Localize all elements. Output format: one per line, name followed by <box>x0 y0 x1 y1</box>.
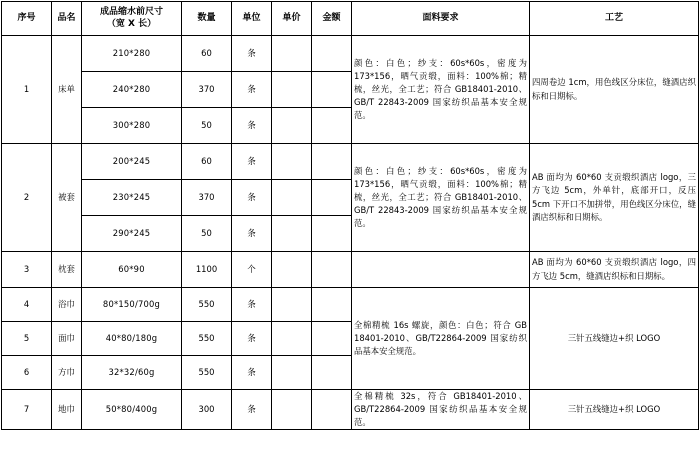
row-amount[interactable] <box>312 108 352 144</box>
row-amount[interactable] <box>312 36 352 72</box>
row-fabric: 颜色：白色；纱支：60s*60s，密度为 173*156，晒气贡缎，面料：100%棉；精梳，丝光，全工艺；符合 GB18401-2010、GB/T 22843-2009 国家纺织品基本安全规范。 <box>352 144 530 252</box>
row-amount[interactable] <box>312 356 352 390</box>
row-qty: 550 <box>182 288 232 322</box>
row-craft: 四周卷边 1cm，用色线区分床位，缝酒店织标和日期标。 <box>530 36 699 144</box>
row-price[interactable] <box>272 252 312 288</box>
row-amount[interactable] <box>312 322 352 356</box>
row-unit: 条 <box>232 356 272 390</box>
spec-table <box>1 1 699 430</box>
row-price[interactable] <box>272 356 312 390</box>
row-unit: 条 <box>232 216 272 252</box>
header-no: 序号 <box>2 2 52 36</box>
header-unit: 单位 <box>232 2 272 36</box>
row-price[interactable] <box>272 288 312 322</box>
header-craft: 工艺 <box>530 2 699 36</box>
row-no: 4 <box>2 288 52 322</box>
row-price[interactable] <box>272 180 312 216</box>
row-size: 230*245 <box>82 180 182 216</box>
row-unit: 条 <box>232 36 272 72</box>
row-qty: 550 <box>182 322 232 356</box>
row-amount[interactable] <box>312 144 352 180</box>
row-qty: 50 <box>182 216 232 252</box>
row-no: 2 <box>2 144 52 252</box>
row-amount[interactable] <box>312 72 352 108</box>
row-unit: 条 <box>232 144 272 180</box>
row-unit: 条 <box>232 322 272 356</box>
row-size: 210*280 <box>82 36 182 72</box>
row-no: 3 <box>2 252 52 288</box>
row-unit: 条 <box>232 72 272 108</box>
row-craft: AB 面均为 60*60 支贡缎织酒店 logo，三方飞边 5cm，外单针，底部开口，反压 5cm 下开口不加拼带，用色线区分床位，缝酒店织标和日期标。 <box>530 144 699 252</box>
towel-fabric: 全棉精梳 16s 螺旋，颜色：白色；符合 GB 18401-2010、GB/T22864-2009 国家纺织品基本安全规范。 <box>352 288 530 390</box>
towel-craft: 三针五线缝边+织 LOGO <box>530 288 699 390</box>
header-amount: 金额 <box>312 2 352 36</box>
row-size: 290*245 <box>82 216 182 252</box>
row-name: 浴巾 <box>52 288 82 322</box>
row-name: 方巾 <box>52 356 82 390</box>
row-size: 60*90 <box>82 252 182 288</box>
table-row <box>2 36 699 72</box>
row-price[interactable] <box>272 390 312 430</box>
row-qty: 1100 <box>182 252 232 288</box>
row-unit: 条 <box>232 108 272 144</box>
row-qty: 50 <box>182 108 232 144</box>
row-fabric: 全棉精梳 32s，符合 GB18401-2010、GB/T22864-2009 国家纺织品基本安全规范。 <box>352 390 530 430</box>
row-qty: 60 <box>182 36 232 72</box>
header-fabric: 面料要求 <box>352 2 530 36</box>
row-amount[interactable] <box>312 288 352 322</box>
row-price[interactable] <box>272 108 312 144</box>
row-unit: 条 <box>232 180 272 216</box>
row-unit: 条 <box>232 390 272 430</box>
row-amount[interactable] <box>312 216 352 252</box>
table-row <box>2 390 699 430</box>
row-qty: 60 <box>182 144 232 180</box>
row-qty: 370 <box>182 72 232 108</box>
row-craft: 三针五线缝边+织 LOGO <box>530 390 699 430</box>
row-no: 5 <box>2 322 52 356</box>
row-fabric <box>352 252 530 288</box>
row-size: 80*150/700g <box>82 288 182 322</box>
header-row <box>2 2 699 36</box>
row-name: 被套 <box>52 144 82 252</box>
row-price[interactable] <box>272 36 312 72</box>
row-craft: AB 面均为 60*60 支贡缎织酒店 logo，四方飞边 5cm，缝酒店织标和日期标。 <box>530 252 699 288</box>
row-qty: 370 <box>182 180 232 216</box>
header-name: 品名 <box>52 2 82 36</box>
row-name: 枕套 <box>52 252 82 288</box>
row-amount[interactable] <box>312 252 352 288</box>
table-row <box>2 288 699 322</box>
row-size: 300*280 <box>82 108 182 144</box>
row-qty: 550 <box>182 356 232 390</box>
row-size: 50*80/400g <box>82 390 182 430</box>
row-name: 床单 <box>52 36 82 144</box>
row-price[interactable] <box>272 72 312 108</box>
row-name: 地巾 <box>52 390 82 430</box>
row-unit: 条 <box>232 288 272 322</box>
header-qty: 数量 <box>182 2 232 36</box>
row-size: 32*32/60g <box>82 356 182 390</box>
row-amount[interactable] <box>312 390 352 430</box>
table-row <box>2 252 699 288</box>
header-price: 单价 <box>272 2 312 36</box>
row-amount[interactable] <box>312 180 352 216</box>
row-size: 240*280 <box>82 72 182 108</box>
row-price[interactable] <box>272 144 312 180</box>
row-no: 6 <box>2 356 52 390</box>
row-fabric: 颜色：白色；纱支：60s*60s，密度为 173*156，晒气贡缎，面料：100%棉；精梳，丝光，全工艺；符合 GB18401-2010、GB/T 22843-2009 国家纺织品基本安全规范。 <box>352 36 530 144</box>
row-qty: 300 <box>182 390 232 430</box>
row-price[interactable] <box>272 322 312 356</box>
row-price[interactable] <box>272 216 312 252</box>
row-size: 200*245 <box>82 144 182 180</box>
header-size: 成品缩水前尺寸 （宽 X 长） <box>82 2 182 36</box>
row-name: 面巾 <box>52 322 82 356</box>
row-unit: 个 <box>232 252 272 288</box>
row-no: 1 <box>2 36 52 144</box>
row-no: 7 <box>2 390 52 430</box>
table-row <box>2 144 699 180</box>
row-size: 40*80/180g <box>82 322 182 356</box>
